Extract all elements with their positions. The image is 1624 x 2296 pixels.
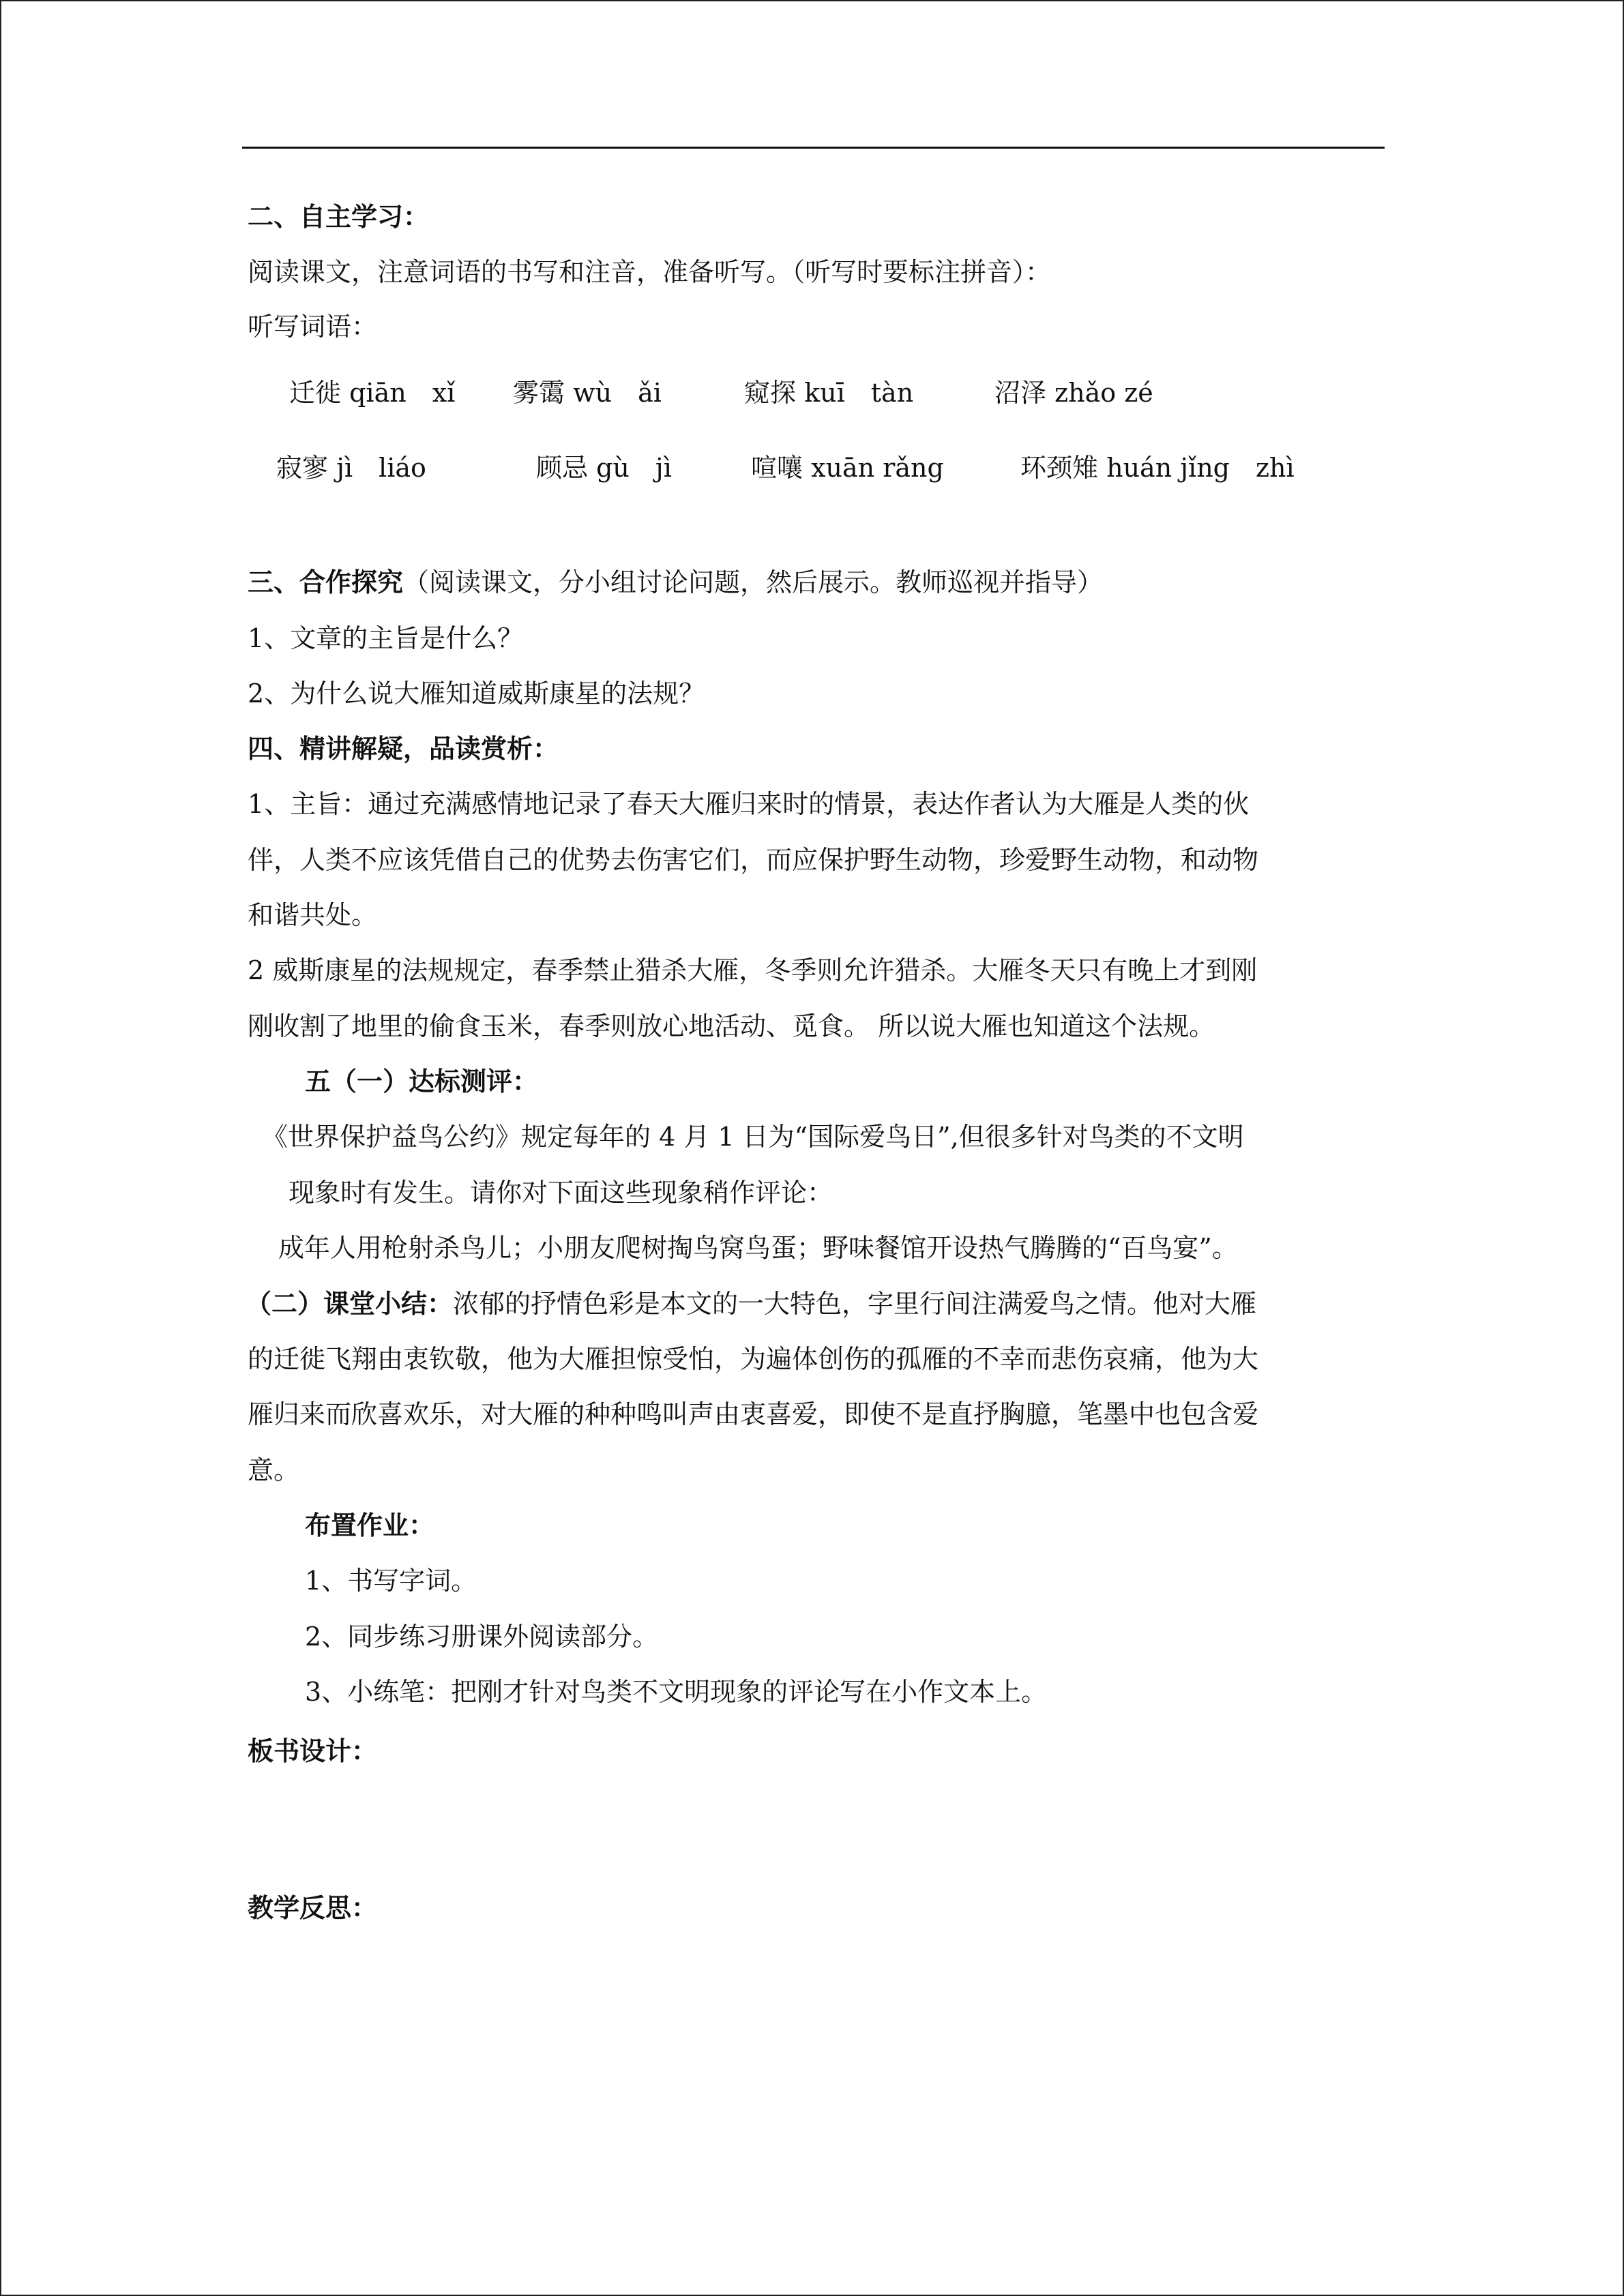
vocab-item bbox=[289, 376, 455, 410]
summary-paragraph-line: 雁归来而欣喜欢乐，对大雁的种种鸣叫声由衷喜爱，即使不是直抒胸臆，笔墨中也包含爱 bbox=[248, 1399, 1259, 1429]
vocab-item bbox=[751, 451, 944, 485]
analysis-paragraph-line: 刚收割了地里的偷食玉米，春季则放心地活动、觅食。 所以说大雁也知道这个法规。 bbox=[248, 1011, 1215, 1041]
vocab-hanzi: 迁徙 bbox=[289, 378, 342, 408]
homework-item: 1、书写字词。 bbox=[305, 1566, 477, 1596]
analysis-paragraph-line: 2 威斯康星的法规规定，春季禁止猎杀大雁，冬季则允许猎杀。大雁冬天只有晚上才到刚 bbox=[248, 955, 1258, 985]
question-2: 2、为什么说大雁知道威斯康星的法规？ bbox=[248, 679, 705, 709]
analysis-paragraph-line: 1、主旨：通过充满感情地记录了春天大雁归来时的情景，表达作者认为大雁是人类的伙 bbox=[248, 789, 1250, 819]
vocab-hanzi: 沼泽 bbox=[994, 378, 1047, 408]
vocab-item bbox=[994, 376, 1153, 410]
self-study-instruction: 阅读课文，注意词语的书写和注音，准备听写。（听写时要标注拼音）： bbox=[248, 257, 1052, 287]
vocab-pinyin: xuān rǎng bbox=[811, 453, 944, 483]
section-heading-board: 板书设计： bbox=[248, 1735, 378, 1766]
vocab-item bbox=[744, 376, 913, 410]
assessment-paragraph-line: 《世界保护益鸟公约》规定每年的 4 月 1 日为“国际爱鸟日”,但很多针对鸟类的不文明 bbox=[262, 1122, 1244, 1152]
section-heading-self-study: 二、自主学习： bbox=[248, 201, 430, 232]
vocab-hanzi: 雾霭 bbox=[513, 378, 565, 408]
vocab-hanzi: 窥探 bbox=[744, 378, 797, 408]
vocab-pinyin: qiān xǐ bbox=[349, 378, 456, 408]
vocab-item bbox=[513, 376, 662, 410]
dictation-label: 听写词语： bbox=[248, 312, 378, 342]
assessment-paragraph-line: 现象时有发生。请你对下面这些现象稍作评论： bbox=[289, 1178, 833, 1208]
summary-line bbox=[246, 1287, 1256, 1321]
vocab-pinyin: zhǎo zé bbox=[1054, 378, 1153, 408]
cooperative-note: （阅读课文，分小组讨论问题，然后展示。教师巡视并指导） bbox=[403, 567, 1104, 597]
section-heading-assessment: 五（一）达标测评： bbox=[305, 1066, 539, 1097]
vocab-pinyin: wù ǎi bbox=[573, 378, 662, 408]
vocab-item bbox=[276, 451, 426, 485]
section-line-cooperative bbox=[248, 565, 1103, 599]
question-1: 1、文章的主旨是什么？ bbox=[248, 623, 524, 653]
section-heading-reflection: 教学反思： bbox=[248, 1892, 378, 1923]
section-heading-homework: 布置作业： bbox=[305, 1510, 435, 1540]
vocab-item bbox=[1020, 451, 1295, 485]
homework-item: 3、小练笔：把刚才针对鸟类不文明现象的评论写在小作文本上。 bbox=[305, 1677, 1048, 1707]
vocab-pinyin: kuī tàn bbox=[804, 378, 914, 408]
vocab-hanzi: 环颈雉 bbox=[1020, 453, 1099, 483]
vocab-pinyin: huán jǐng zhì bbox=[1106, 453, 1295, 483]
analysis-paragraph-line: 和谐共处。 bbox=[248, 900, 378, 930]
vocab-pinyin: jì liáo bbox=[336, 453, 426, 483]
summary-paragraph-line: 意。 bbox=[248, 1455, 300, 1485]
section-heading-analysis: 四、精讲解疑，品读赏析： bbox=[248, 733, 559, 764]
header-rule bbox=[242, 147, 1385, 149]
vocab-item bbox=[536, 451, 672, 485]
assessment-phenomena: 成年人用枪射杀鸟儿；小朋友爬树掏鸟窝鸟蛋；野味餐馆开设热气腾腾的“百鸟宴”。 bbox=[278, 1233, 1238, 1263]
homework-item: 2、同步练习册课外阅读部分。 bbox=[305, 1622, 659, 1652]
vocab-pinyin: gù jì bbox=[596, 453, 672, 483]
vocab-hanzi: 喧嚷 bbox=[751, 453, 803, 483]
vocab-hanzi: 寂寥 bbox=[276, 453, 329, 483]
analysis-paragraph-line: 伴，人类不应该凭借自己的优势去伤害它们，而应保护野生动物，珍爱野生动物，和动物 bbox=[248, 845, 1259, 875]
summary-text: 浓郁的抒情色彩是本文的一大特色，字里行间注满爱鸟之情。他对大雁 bbox=[453, 1289, 1257, 1319]
section-heading-cooperative: 三、合作探究 bbox=[248, 567, 404, 597]
summary-paragraph-line: 的迁徙飞翔由衷钦敬，他为大雁担惊受怕，为遍体创伤的孤雁的不幸而悲伤哀痛，他为大 bbox=[248, 1344, 1259, 1374]
section-heading-summary: （二）课堂小结： bbox=[246, 1288, 454, 1319]
vocab-hanzi: 顾忌 bbox=[536, 453, 589, 483]
